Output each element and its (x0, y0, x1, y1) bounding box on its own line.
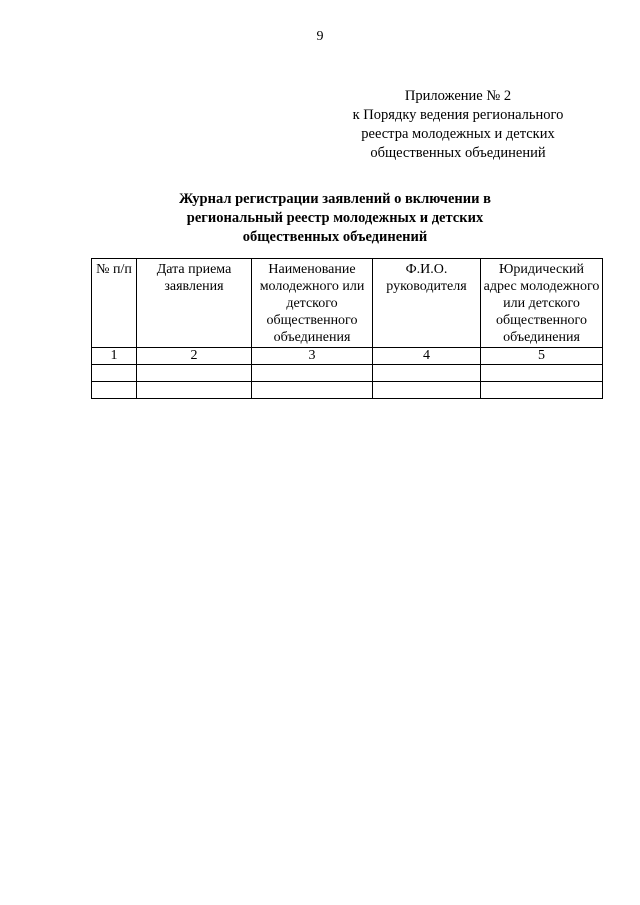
journal-title-line: общественных объединений (242, 229, 428, 245)
column-number: 1 (92, 348, 137, 365)
registration-journal-table (91, 258, 603, 399)
table-cell (252, 365, 373, 382)
journal-title-line: Журнал регистрации заявлений о включении в (179, 191, 491, 207)
table-cell (92, 365, 137, 382)
column-number-row (92, 348, 603, 365)
column-header-leader-name: Ф.И.О. руководителя (373, 259, 481, 348)
table-cell (373, 382, 481, 399)
column-number: 2 (137, 348, 252, 365)
table-cell (373, 365, 481, 382)
table-cell (481, 365, 603, 382)
page-number: 9 (316, 29, 324, 44)
table-cell (92, 382, 137, 399)
table-cell (137, 382, 252, 399)
table-cell (252, 382, 373, 399)
column-number: 5 (481, 348, 603, 365)
table-cell (137, 365, 252, 382)
column-number: 3 (252, 348, 373, 365)
column-header-organization-name: Наименование молодежного или детского общественного объединения (252, 259, 373, 348)
column-header-date: Дата приема заявления (137, 259, 252, 348)
appendix-line: Приложение № 2 (404, 88, 512, 104)
appendix-line: общественных объединений (370, 145, 546, 161)
column-header-legal-address: Юридический адрес молодежного или детского общественного объединения (481, 259, 603, 348)
journal-title-line: региональный реестр молодежных и детских (186, 210, 484, 226)
appendix-line: реестра молодежных и детских (361, 126, 555, 142)
column-header-number: № п/п (92, 259, 137, 348)
appendix-header (330, 87, 586, 163)
appendix-line: к Порядку ведения регионального (352, 107, 564, 123)
table-row (92, 365, 603, 382)
table-header-row (92, 259, 603, 348)
column-number: 4 (373, 348, 481, 365)
journal-title (150, 190, 520, 247)
table-row (92, 382, 603, 399)
table-cell (481, 382, 603, 399)
